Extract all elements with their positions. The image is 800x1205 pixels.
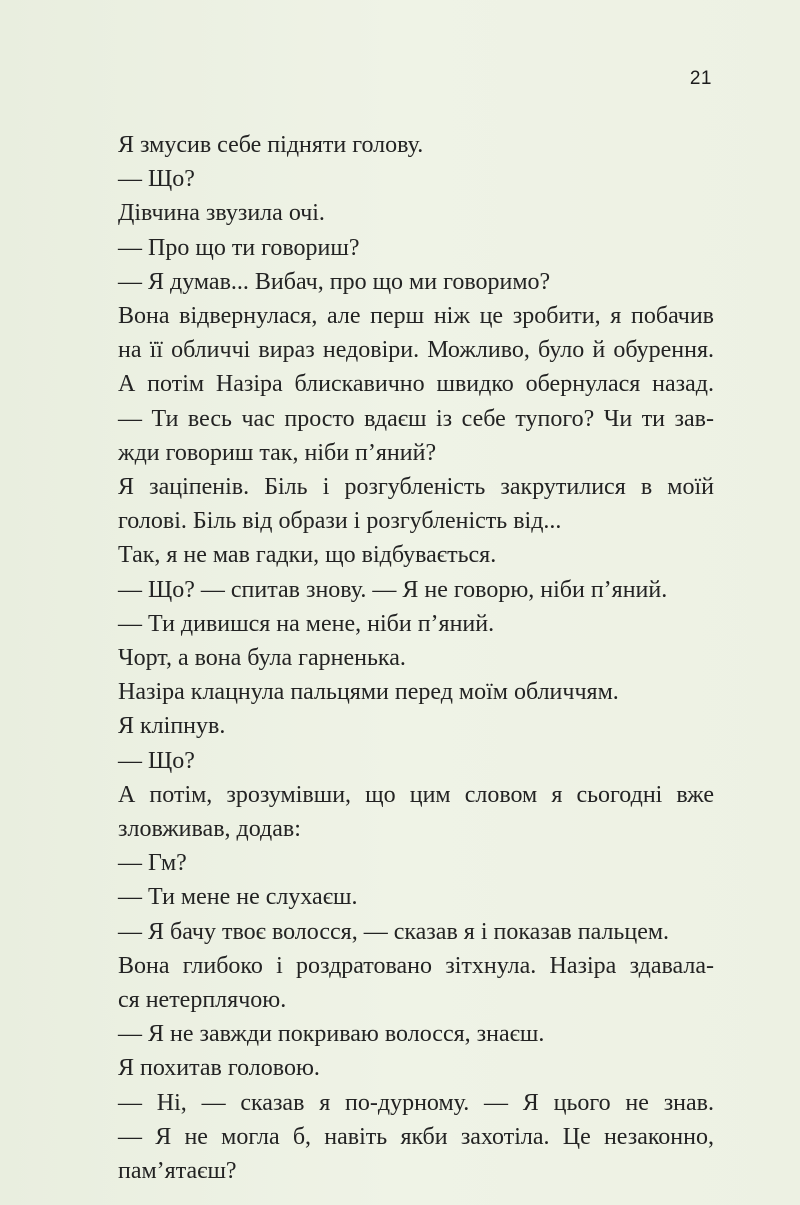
body-text [118, 128, 714, 1188]
text-line: — Я думав... Вибач, про що ми говоримо? [118, 268, 551, 295]
text-line: А потім Назіра блискавично швидко обернулася назад. [118, 371, 714, 398]
text-line: — Ти весь час просто вдаєш із себе тупого? Чи ти зав- [118, 405, 714, 432]
text-line: Чорт, а вона була гарненька. [118, 645, 406, 672]
text-line: — Я не могла б, навіть якби захотіла. Це незаконно, [118, 1123, 714, 1150]
text-line: — Гм? [118, 850, 187, 877]
text-line: — Ні, — сказав я по-дурному. — Я цього не знав. [118, 1089, 714, 1116]
text-line: на її обличчі вираз недовіри. Можливо, було й обурення. [118, 337, 714, 364]
text-line: — Що? — спитав знову. — Я не говорю, ніби п’яний. [118, 576, 668, 603]
page-number: 21 [689, 68, 712, 89]
text-line: — Ти мене не слухаєш. [118, 884, 358, 911]
text-line: голові. Біль від образи і розгубленість від... [118, 508, 562, 535]
text-line: — Я не завжди покриваю волосся, знаєш. [118, 1021, 545, 1048]
text-line: — Ти дивишся на мене, ніби п’яний. [118, 610, 495, 637]
text-line: А потім, зрозумівши, що цим словом я сьогодні вже [118, 781, 714, 808]
text-line: Назіра клацнула пальцями перед моїм обличчям. [118, 679, 619, 706]
text-line: — Що? [118, 166, 195, 193]
text-line: Я змусив себе підняти голову. [118, 132, 424, 158]
text-line: — Я бачу твоє волосся, — сказав я і показав пальцем. [118, 918, 670, 945]
text-line: Я кліпнув. [118, 713, 226, 740]
text-line: Я заціпенів. Біль і розгубленість закрутилися в моїй [118, 474, 714, 501]
text-line: Вона глибоко і роздратовано зітхнула. Назіра здавала- [118, 952, 714, 979]
text-line: Так, я не мав гадки, що відбувається. [118, 542, 497, 569]
text-line: жди говориш так, ніби п’яний? [118, 439, 437, 466]
text-line: — Про що ти говориш? [118, 234, 360, 261]
text-line: Дівчина звузила очі. [118, 200, 325, 227]
text-line: пам’ятаєш? [118, 1158, 237, 1185]
text-line: ся нетерплячою. [118, 987, 287, 1014]
text-line: Вона відвернулася, але перш ніж це зробити, я побачив [118, 303, 714, 330]
text-line: зловживав, додав: [118, 816, 301, 843]
text-line: Я похитав головою. [118, 1055, 320, 1082]
text-line: — Що? [118, 747, 195, 774]
